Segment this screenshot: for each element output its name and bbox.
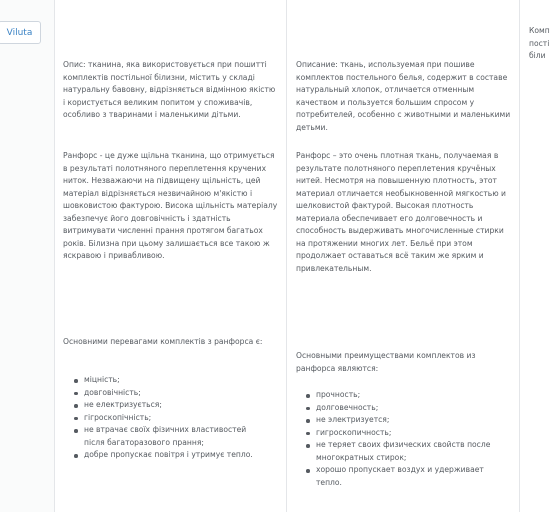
ru-description: Описание: ткань, используемая при пошиве комплектов постельного белья, содержит в составе натуральный хлопок, отличается отменным качеством и пользуется большим спросом у потребителей, особенно с животными и маленькими детьми. xyxy=(296,60,511,132)
ru-advantages-list xyxy=(303,389,503,489)
truncated-text xyxy=(529,25,557,63)
list-item: не електризується; xyxy=(71,399,261,412)
truncated-line: пості xyxy=(529,38,550,48)
truncated-line: Комп xyxy=(529,26,550,35)
list-item: не теряет своих физических свойств после многократных стирок; xyxy=(303,439,503,464)
ru-advantages-intro: Основными преимуществами комплектов из ранфорса являются: xyxy=(296,351,476,373)
ukrainian-cell[interactable] xyxy=(55,0,287,512)
truncated-clip xyxy=(520,0,557,512)
list-item: гигроскопичность; xyxy=(303,427,503,440)
list-item: долговечность; xyxy=(303,402,503,415)
source-column xyxy=(0,0,55,512)
list-item: довговічність; xyxy=(71,387,261,400)
russian-cell[interactable] xyxy=(287,0,520,512)
truncated-cell[interactable] xyxy=(520,0,557,512)
uk-description: Опис: тканина, яка використовується при пошитті комплектів постільної білизни, містить у складі натуральну бавовну, відрізняється відмінною якістю і користується великим попитом у споживачів, особливо з тваринами і маленькими дітьми. xyxy=(63,60,276,119)
list-item: міцність; xyxy=(71,374,261,387)
source-badge[interactable]: Viluta xyxy=(0,21,41,44)
list-item: прочность; xyxy=(303,389,503,402)
list-item: гігроскопічність; xyxy=(71,412,261,425)
list-item: не втрачає своїх фізичних властивостей після багаторазового прання; xyxy=(71,424,261,449)
uk-ranfors-paragraph: Ранфорс - це дуже щільна тканина, що отримується в результаті полотняного переплетення кручених ниток. Незважаючи на підвищену щільність, цей матеріал відрізняється незвичайною м'якістю і шовковистою фактурою. Висока щільність матеріалу забезпечує його довговічність і здатність витримувати численні прання протягом багатьох років. Білизна при цьому залишається все такою ж яскравою і привабливою. xyxy=(63,151,278,260)
list-item: добре пропускає повітря і утримує тепло. xyxy=(71,449,261,462)
uk-advantages-list xyxy=(71,374,261,462)
list-item: хорошо пропускает воздух и удерживает тепло. xyxy=(303,464,503,489)
truncated-line: біли xyxy=(529,51,546,60)
list-item: не электризуется; xyxy=(303,414,503,427)
uk-advantages-intro: Основними перевагами комплектів з ранфорса є: xyxy=(63,337,263,346)
ru-ranfors-paragraph: Ранфорс – это очень плотная ткань, получаемая в результате полотняного переплетения кручёных нитей. Несмотря на повышенную плотность, этот материал отличается необыкновенной мягкостью и шелковистой фактурой. Высокая плотность материала обеспечивает его долговечность и способность выдерживать многочисленные стирки на протяжении многих лет. Бельё при этом продолжает оставаться всё таким же ярким и привлекательным. xyxy=(296,151,506,273)
